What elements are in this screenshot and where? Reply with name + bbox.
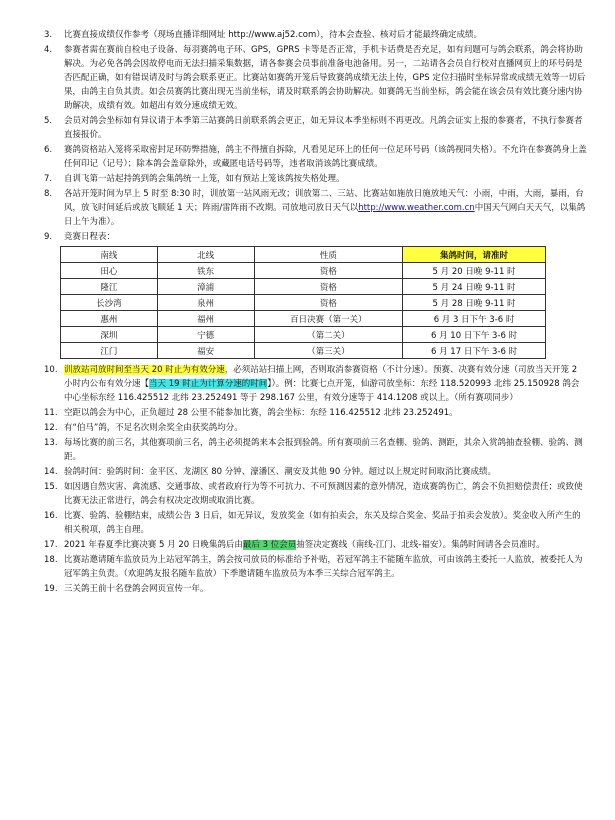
rule-10: 10. 训放站司放时间至当天 20 时止为有效分速，必须站站扫描上网，否则取消参赛资格（不计分速）。预赛、决赛有效分速（司放当天开笼 2 小时内公布有效分速【当天 19 时止为计算分速的时间】）。例：比赛七点开笼，仙游司放坐标：东经 118.520993 北纬 25.150928 鸽会中心坐标东经 116.425512 北纬 23.252491 等于 298.167 公里，有效分速等于 414.1208 或以上。（所有赛项同步） [44,365,580,403]
header-south-line: 南线 [61,247,158,263]
rule-3: 3. 比赛直接成绩仅作参考（现场直播详细网址 http://www.aj52.com），待本会查验、核对后才能最终确定成绩。 [44,30,483,40]
table-row: 惠州 福州 百日决赛（第一关） 6 月 3 日下午 3-6 时 [61,311,546,327]
rule-16: 16. 比赛、验鸽、验棚结束，成绩公告 3 日后，如无异议，发放奖金（如有拍卖会，东关及综合奖金、奖品于拍卖会发放）。奖金收入所产生的相关税项，鸽主自理。 [44,511,581,535]
table-row: 田心 铁东 资格 5 月 20 日晚 9-11 时 [61,263,546,279]
rule-7: 7. 自训飞第一站起持鸽到鸽会集鸽统一上笼，如有预站上笼该鸽按失格处理。 [44,174,345,184]
header-nature: 性质 [254,247,403,263]
rule-9: 9. 竞赛日程表： [44,232,116,242]
header-time: 集鸽时间，请准时 [403,247,546,263]
weather-link[interactable]: http://www.weather.com.cn [358,203,475,213]
highlight-calc-time: 当天 19 时止为计算分速的时间 [149,379,268,389]
rule-6: 6. 赛鸽资格站入笼将采取密封足环防弊措施，鸽主不得擅自拆除，凡看见足环上的任何一位足环号码（该鸽视同失格）。不允许在参赛鸽身上盖任何印记（记号）；除本鸽会盖章除外，或藏匿电话号码等，违者取消该鸽比赛成绩。 [44,145,587,169]
table-row: 隆江 漳浦 资格 5 月 24 日晚 9-11 时 [61,279,546,295]
table-row: 深圳 宁德 （第二关） 6 月 10 日下午 3-6 时 [61,327,546,343]
table-row: 江门 福安 （第三关） 6 月 17 日下午 3-6 时 [61,343,546,359]
table-row: 长沙湾 泉州 资格 5 月 28 日晚 9-11 时 [61,295,546,311]
rule-15: 15. 如因遇自然灾害、禽流感、交通事故、或者政府行为等不可抗力、不可预测因素的意外情况，造成赛鸽伤亡，鸽会不负担赔偿责任；或致使比赛无法正常进行，鸽会有权决定改期或取消比赛。 [44,482,583,506]
rule-18: 18. 比赛站邀请随车监放员为上站冠军鸽主，鸽会按司放员的标准给予补贴，若冠军鸽主不能随车监放，可由该鸽主委托一人监放，被委托人为冠军鸽主负责。（欢迎鸽友报名随车监放）下季邀请随车监放员为本季三关综合冠军鸽主。 [44,555,583,579]
rule-19: 19. 三关鸽王前十名登鸽会网页宣传一年。 [44,584,209,594]
rule-17: 17. 2021 年春夏季比赛决赛 5 月 20 日晚集鸽后由最后 3 位会员抽签决定赛线（南线-江门、北线-福安）。集鸽时间请各会员准时。 [44,540,545,550]
rule-14: 14. 验鸽时间：验鸽时间：金平区、龙湖区 80 分钟、濠潘区、潮安及其他 90 分钟。超过以上规定时间取消比赛成绩。 [44,467,496,477]
highlight-last-members: 最后 3 位会员 [242,540,297,550]
rule-5: 5. 会员对鸽会坐标如有异议请于本季第三站赛鸽日前联系鸽会更正，如无异议本季坐标则不再更改。凡鸽会证实上报的参赛者，不执行参赛者直接报价。 [44,116,583,140]
rule-8: 8. 各站开笼时间为早上 5 时至 8:30 时，训放第一站风雨无改；训放第二、三站、比赛站如施放日施放地天气：小雨，中雨，大雨，暴雨，台风，放飞时间延后或放飞顺延 1 天；阵雨/雷阵雨不改期。司放地司放日天气以http://www.weather.com.cn中国天气网白天天气，以集鸽日上午为准）。 [44,189,586,227]
rule-4: 4. 参赛者需在赛前自检电子设备、每羽赛鸽电子环、GPS，GPRS 卡等是否正常，手机卡话费是否充足，如有问题可与鸽会联系，鸽会将协助解决。为必免各鸽会因故停电而无法扫描采集数据，请各参赛会员事前准备电池备用。另一，二站请各会员自行校对直播网页上的环号码是否匹配正确，如有错误请及时与鸽会联系更正。比赛站如赛鸽开笼后导致赛鸽成绩无法上传，GPS 定位扫描时坐标异常或成绩无效等一切后果，由鸽主自负其责。如会员赛鸽比赛出现无当前坐标，请及时联系鸽会协助解决。如赛鸽无当前坐标，鸽会能在该会员有效比赛分速内协助解决，成绩有效。如超出有效分速成绩无效。 [44,45,586,111]
rule-13: 13. 每场比赛的前三名，其他赛项前三名，鸽主必须提鸽来本会报到验鸽。所有赛项前三名查棚、验鸽、测距，其余入赏鸽抽查验棚、验鸽、测距。 [44,438,583,462]
schedule-header-row [61,247,546,263]
highlight-valid-speed: 训放站司放时间至当天 20 时止为有效分速 [64,365,225,375]
schedule-table [60,246,546,359]
header-north-line: 北线 [157,247,254,263]
rule-12: 12. 有“伯马”鸽，不足名次则余奖全由获奖鸽均分。 [44,423,243,433]
rule-11: 11. 空距以鸽会为中心，正负超过 28 公里不能参加比赛，鸽会坐标：东经 116.425512 北纬 23.252491。 [44,408,458,418]
